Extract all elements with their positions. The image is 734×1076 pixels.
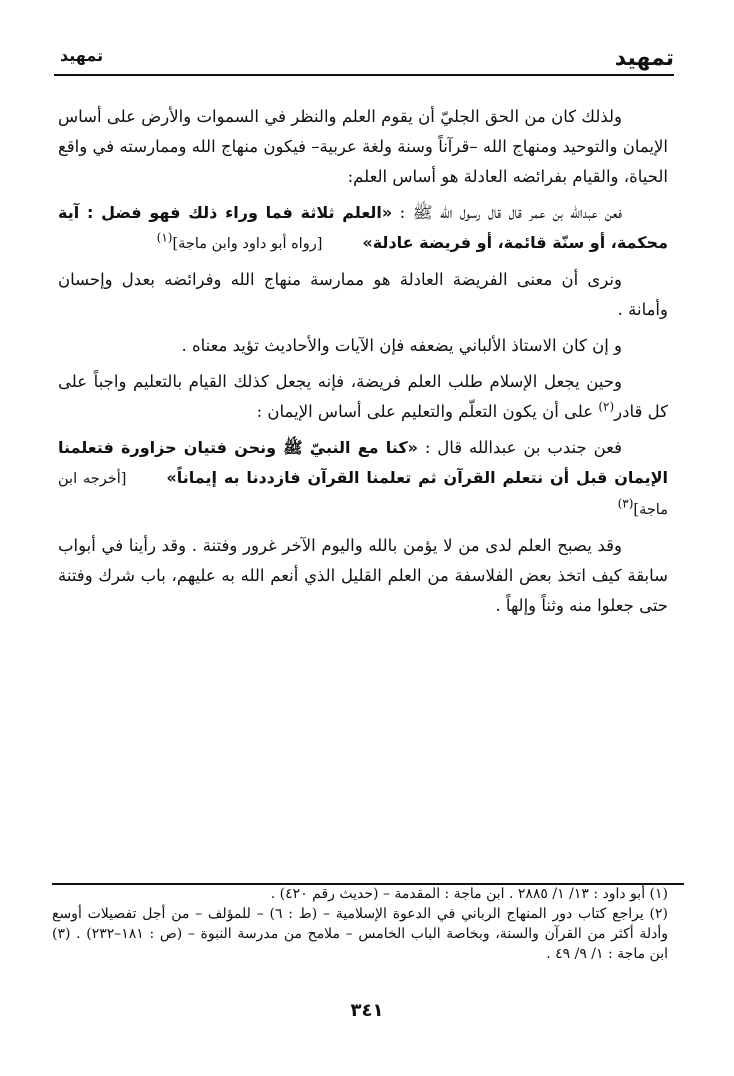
footnote-2: (٢) يراجع كتاب دور المنهاج الرباني في الدعوة الإسلامية – (ط : ٦) – للمؤلف – من أجل تفصيلات أوسع وأدلة أكثر من القرآن والسنة، وبخاصة الباب الخامس – ملامح من مدرسة النبوة – (ص : ١٨١–٢٣٢) . (٣) ابن ماجة : ١/ ٩/ ٤٩ . (52, 906, 668, 962)
hadith-1-intro: فعن عبدالله بن عمر قال قال رسول الله ﷺ : (399, 203, 623, 222)
footnote-ref-3: (٣) (617, 496, 634, 511)
paragraph-5: وحين يجعل الإسلام طلب العلم فريضة، فإنه يجعل كذلك القيام بالتعليم واجباً على كل قادر$^{(٢)}$ على أن يكون التعلّم والتعليم على أساس الإيمان : (58, 372, 668, 421)
chapter-title: تمهيد (614, 46, 674, 71)
footnote-ref-2: (٢) (598, 399, 615, 414)
hadith-2-source: [أخرجه ابن ماجة] (58, 471, 668, 518)
paragraph-hadith-2 (58, 433, 668, 525)
body-text (58, 102, 668, 621)
paragraph-4: و إن كان الاستاذ الألباني يضعفه فإن الآيات والأحاديث تؤيد معناه . (181, 336, 622, 355)
header-rule (54, 74, 674, 76)
paragraph-7: وقد يصبح العلم لدى من لا يؤمن بالله واليوم الآخر غرور وفتنة . وقد رأينا في أبواب سابقة كيف اتخذ بعض الفلاسفة من العلم القليل الذي أنعم الله به عليهم، باب شرك وفتنة حتى جعلوا منه وثناً وإلهاً . (58, 536, 668, 615)
footnotes (52, 884, 668, 964)
running-title: تمهيد (60, 46, 104, 65)
paragraph-3: ونرى أن معنى الفريضة العادلة هو ممارسة منهاج الله وفرائضه بعدل وإحسان وأمانة . (58, 270, 668, 319)
hadith-2-text: «كنا مع النبيّ ﷺ ونحن فتيان حزاورة فتعلمنا الإيمان قبل أن نتعلم القرآن ثم تعلمنا القرآن فازددنا به إيماناً» (58, 438, 668, 487)
footnote-1: (١) أبو داود : ١٣/ ١/ ٢٨٨٥ . ابن ماجة : المقدمة – (حديث رقم ٤٢٠) . (270, 886, 668, 902)
hadith-1-source: [رواه أبو داود وابن ماجة] (172, 236, 323, 252)
paragraph-hadith-1 (58, 198, 668, 259)
hadith-2-intro: فعن جندب بن عبدالله قال : (424, 438, 622, 457)
page-header (54, 40, 674, 80)
paragraph-1: ولذلك كان من الحق الجليّ أن يقوم العلم والنظر في السموات والأرض على أساس الإيمان والتوحيد ومنهاج الله –قرآناً وسنة ولغة عربية– فيكون منهاج الله وممارسته في واقع الحياة، والقيام بفرائضه العادلة هو أساس العلم: (58, 107, 668, 186)
hadith-1-text: «العلم ثلاثة فما وراء ذلك فهو فضل : آية محكمة، أو سنّة قائمة، أو فريضة عادلة» (58, 203, 668, 252)
footnote-ref-1: (١) (156, 230, 173, 245)
page-number: ٣٤١ (350, 1000, 384, 1021)
